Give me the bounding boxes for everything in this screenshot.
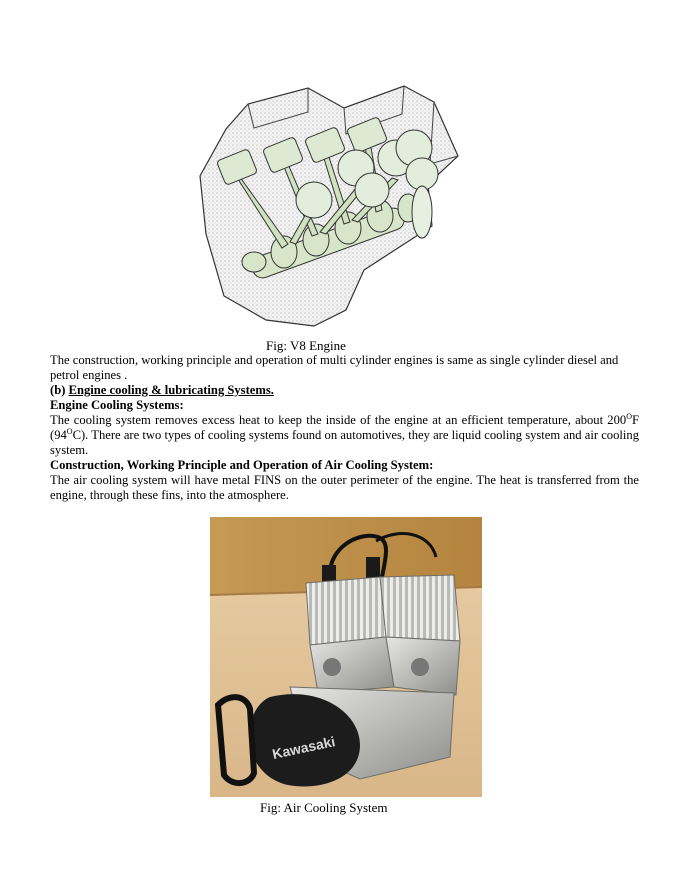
air-cooling-paragraph: The air cooling system will have metal FINS on the outer perimeter of the engine. The heat is transferred from the engine, through these fins, into the atmosphere. [50, 473, 639, 502]
section-b-heading [50, 383, 639, 398]
intro-text: The construction, working principle and operation of multi cylinder engines is same as single cylinder diesel and petrol engines . [50, 353, 619, 382]
section-b-prefix: (b) [50, 383, 69, 397]
section-b [50, 383, 639, 503]
engine-cooling-heading: Engine Cooling Systems: [50, 398, 184, 412]
v8-figure-caption: Fig: V8 Engine [266, 338, 346, 353]
intro-paragraph [50, 353, 639, 383]
v8-engine-figure [196, 84, 474, 330]
engine-cooling-paragraph: The cooling system removes excess heat to keep the inside of the engine at an efficient temperature, about $200^OF$ $(94^OC)$. There are two types of cooling systems found on automotives, they are liquid cooling system and air cooling system. [50, 412, 639, 457]
air-figure-caption: Fig: Air Cooling System [260, 800, 388, 815]
air-cooling-heading: Construction, Working Principle and Operation of Air Cooling System: [50, 458, 434, 472]
air-cooling-engine-photo [210, 517, 482, 797]
kawasaki-label: Kawasaki [270, 733, 337, 763]
section-b-title: Engine cooling & lubricating Systems. [68, 383, 274, 397]
